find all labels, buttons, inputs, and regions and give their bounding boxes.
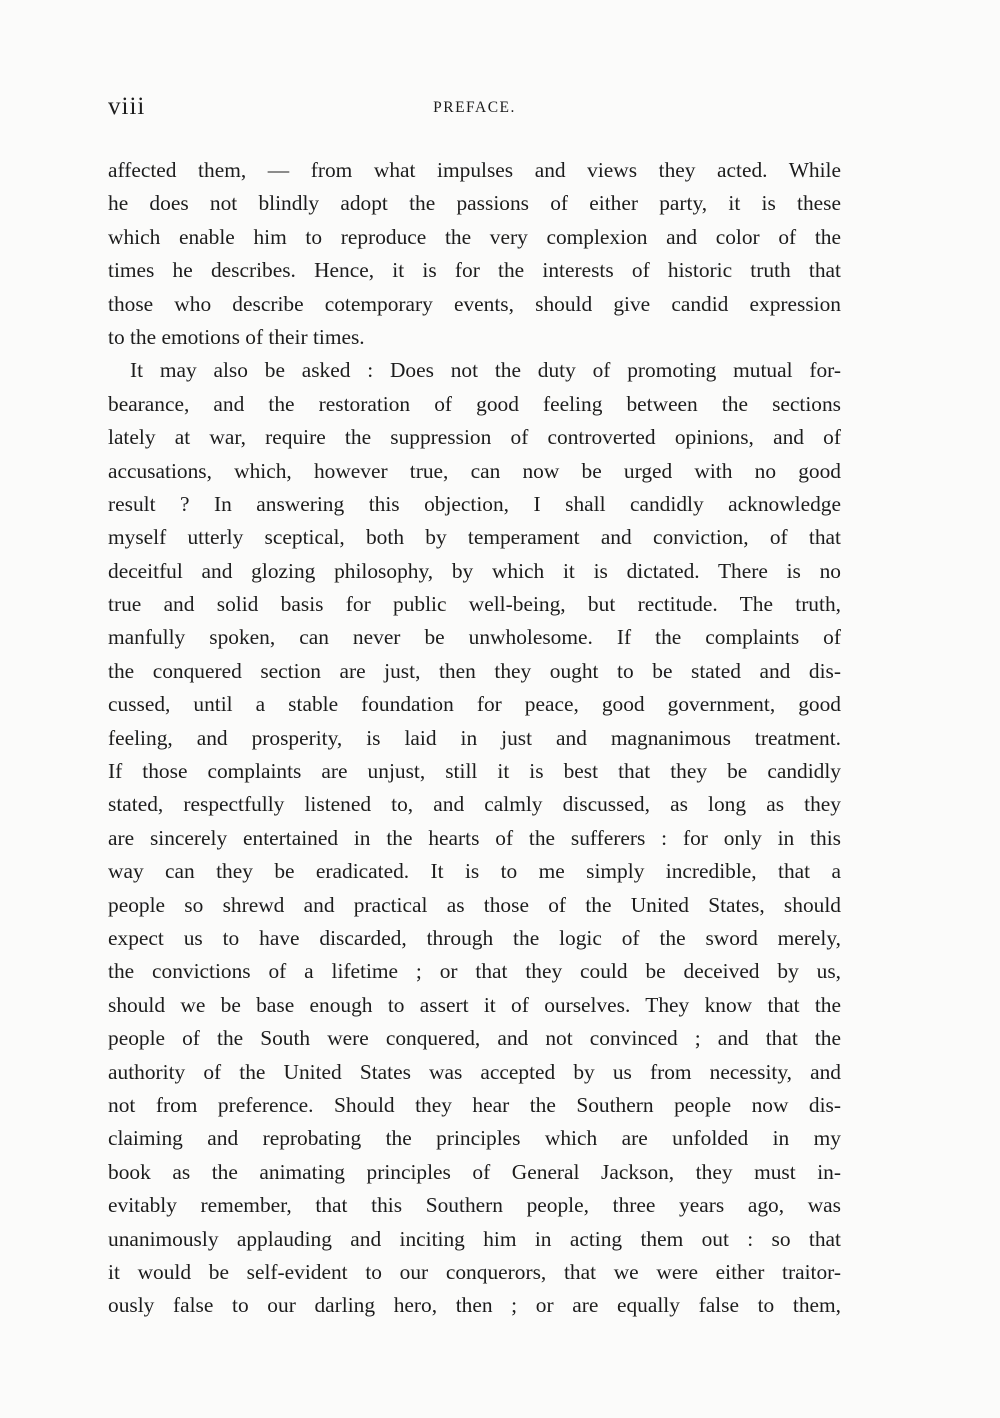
text-line: true and solid basis for public well-being, but rectitude. The truth,: [108, 592, 841, 617]
text-line: authority of the United States was accepted by us from necessity, and: [108, 1059, 841, 1084]
text-line: times he describes. Hence, it is for the interests of historic truth that: [108, 258, 841, 283]
text-line: accusations, which, however true, can now be urged with no good: [108, 458, 841, 483]
text-line: bearance, and the restoration of good feeling between the sections: [108, 391, 841, 416]
text-line: manfully spoken, can never be unwholesome. If the complaints of: [108, 625, 841, 650]
text-line: it would be self-evident to our conquerors, that we were either traitor-: [108, 1259, 841, 1284]
text-line: myself utterly sceptical, both by temperament and conviction, of that: [108, 525, 841, 550]
text-line: those who describe cotemporary events, should give candid expression: [108, 291, 841, 316]
paragraph-2: [108, 354, 841, 1322]
page-number: viii: [108, 93, 146, 120]
text-line: cussed, until a stable foundation for peace, good government, good: [108, 692, 841, 717]
text-line: stated, respectfully listened to, and calmly discussed, as long as they: [108, 792, 841, 817]
body-text: [108, 154, 841, 1323]
text-line: which enable him to reproduce the very complexion and color of the: [108, 224, 841, 249]
text-line: book as the animating principles of General Jackson, they must in-: [108, 1159, 841, 1184]
text-line: not from preference. Should they hear the Southern people now dis-: [108, 1092, 841, 1117]
text-line: feeling, and prosperity, is laid in just and magnanimous treatment.: [108, 725, 841, 750]
section-title: PREFACE.: [433, 99, 516, 116]
text-line: way can they be eradicated. It is to me simply incredible, that a: [108, 859, 841, 884]
text-line: the convictions of a lifetime ; or that they could be deceived by us,: [108, 959, 841, 984]
text-line: expect us to have discarded, through the logic of the sword merely,: [108, 925, 841, 950]
text-line: the conquered section are just, then they ought to be stated and dis-: [108, 658, 841, 683]
text-line: should we be base enough to assert it of ourselves. They know that the: [108, 992, 841, 1017]
text-line: people of the South were conquered, and not convinced ; and that the: [108, 1026, 841, 1051]
text-line: ously false to our darling hero, then ; or are equally false to them,: [108, 1293, 841, 1318]
text-line: result ? In answering this objection, I shall candidly acknowledge: [108, 491, 841, 516]
paragraph-1: [108, 154, 841, 354]
text-line: evitably remember, that this Southern people, three years ago, was: [108, 1193, 841, 1218]
text-line: to the emotions of their times.: [108, 324, 365, 349]
text-line: If those complaints are unjust, still it is best that they be candidly: [108, 759, 841, 784]
text-line: affected them, — from what impulses and views they acted. While: [108, 158, 841, 182]
text-line: claiming and reprobating the principles which are unfolded in my: [108, 1126, 841, 1151]
text-line: are sincerely entertained in the hearts of the sufferers : for only in this: [108, 825, 841, 850]
text-line: lately at war, require the suppression of controverted opinions, and of: [108, 425, 841, 450]
text-line: unanimously applauding and inciting him in acting them out : so that: [108, 1226, 841, 1251]
text-line: It may also be asked : Does not the duty of promoting mutual for-: [130, 358, 841, 383]
text-line: he does not blindly adopt the passions of either party, it is these: [108, 191, 841, 216]
running-head: [108, 92, 841, 122]
text-line: people so shrewd and practical as those of the United States, should: [108, 892, 841, 917]
text-line: deceitful and glozing philosophy, by which it is dictated. There is no: [108, 558, 841, 583]
